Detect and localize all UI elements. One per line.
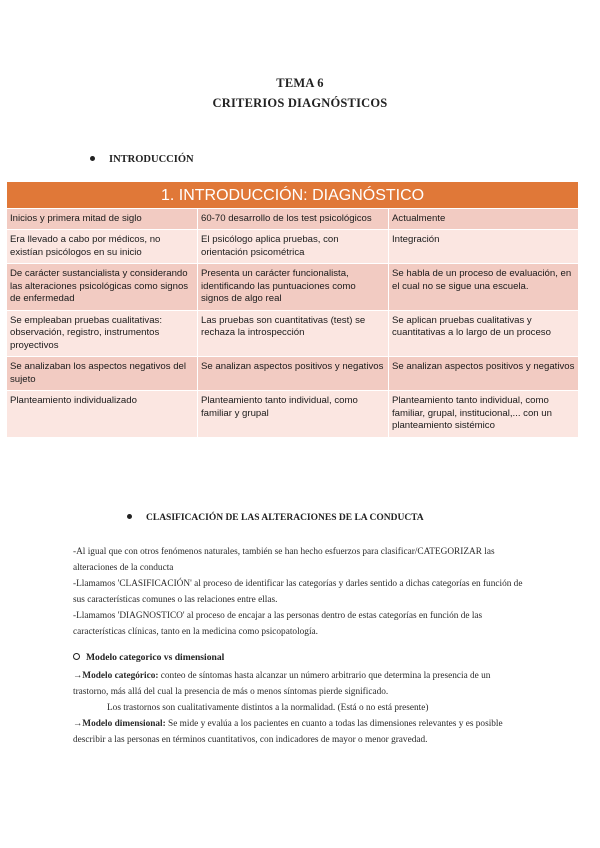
table-cell: Se aplican pruebas cualitativas y cuantitativas a lo largo de un proceso	[389, 310, 579, 356]
dimensional-model-label: →Modelo dimensional:	[73, 719, 166, 729]
bullet-introduccion-label: INTRODUCCIÓN	[109, 154, 194, 165]
models-paragraphs	[73, 668, 523, 748]
subheading-models-label: Modelo categorico vs dimensional	[86, 652, 225, 663]
table-cell: Planteamiento tanto individual, como familiar y grupal	[198, 391, 389, 437]
bullet-dot-icon	[127, 514, 132, 519]
table-cell: Se habla de un proceso de evaluación, en el cual no se sigue una escuela.	[389, 264, 579, 310]
table-header-cell: 60-70 desarrollo de los test psicológicos	[198, 209, 389, 230]
hollow-bullet-icon	[73, 653, 80, 660]
table-cell: Se analizaban los aspectos negativos del sujeto	[7, 357, 198, 391]
table-cell: Planteamiento individualizado	[7, 391, 198, 437]
table-cell: Era llevado a cabo por médicos, no existían psicólogos en su inicio	[7, 230, 198, 264]
topic-number: TEMA 6	[276, 76, 324, 90]
bullet-dot-icon	[90, 156, 95, 161]
paragraph: -Llamamos 'DIAGNOSTICO' al proceso de encajar a las personas dentro de estas categorías en función de las características clínicas, tanto en la medicina como psicopatología.	[73, 611, 483, 637]
bullet-clasificacion-label: CLASIFICACIÓN DE LAS ALTERACIONES DE LA CONDUCTA	[146, 513, 424, 523]
table-cell: Se empleaban pruebas cualitativas: observación, registro, instrumentos proyectivos	[7, 310, 198, 356]
table-row	[7, 391, 579, 437]
table-cell: Se analizan aspectos positivos y negativos	[389, 357, 579, 391]
table-row	[7, 264, 579, 310]
categorical-model-paragraph	[73, 668, 523, 700]
subheading-models	[73, 652, 224, 663]
topic-title: CRITERIOS DIAGNÓSTICOS	[212, 96, 388, 110]
diagnosis-history-table	[6, 181, 579, 438]
table-row	[7, 357, 579, 391]
categorical-model-text: conteo de síntomas hasta alcanzar un número arbitrario que determina la presencia de un trastorno, más allá del cual la presencia de más o menos síntomas pierde significado.	[73, 671, 491, 697]
table-cell: Planteamiento tanto individual, como familiar, grupal, institucional,... con un planteamiento sistémico	[389, 391, 579, 437]
table-row	[7, 230, 579, 264]
paragraph: -Al igual que con otros fenómenos naturales, también se han hecho esfuerzos para clasificar/CATEGORIZAR las alteraciones de la conducta	[73, 547, 495, 573]
dimensional-model-paragraph	[73, 716, 523, 748]
table-header-cell: Inicios y primera mitad de siglo	[7, 209, 198, 230]
table-cell: Se analizan aspectos positivos y negativos	[198, 357, 389, 391]
table-cell: Las pruebas son cuantitativas (test) se rechaza la introspección	[198, 310, 389, 356]
table-cell: El psicólogo aplica pruebas, con orientación psicométrica	[198, 230, 389, 264]
table-cell: Integración	[389, 230, 579, 264]
table-header-cell: Actualmente	[389, 209, 579, 230]
table-header-row	[7, 209, 579, 230]
table-cell: De carácter sustancialista y considerando las alteraciones psicológicas como signos de enfermedad	[7, 264, 198, 310]
dimensional-model-text: Se mide y evalúa a los pacientes en cuanto a todas las dimensiones relevantes y es posible describir a las personas en términos cuantitativos, con indicadores de mayor o menor gravedad.	[73, 719, 503, 745]
table-row	[7, 310, 579, 356]
table-banner: 1. INTRODUCCIÓN: DIAGNÓSTICO	[7, 182, 579, 209]
categorical-model-note: Los trastornos son cualitativamente distintos a la normalidad. (Está o no está presente)	[107, 703, 429, 713]
bullet-introduccion	[90, 154, 194, 165]
categorical-model-label: →Modelo categórico:	[73, 671, 159, 681]
bullet-clasificacion	[127, 513, 424, 523]
classification-paragraphs	[73, 544, 523, 640]
table-cell: Presenta un carácter funcionalista, identificando las puntuaciones como signos de algo real	[198, 264, 389, 310]
paragraph: -Llamamos 'CLASIFICACIÓN' al proceso de identificar las categorías y darles sentido a dichas categorías en función de sus características comunes o las relaciones entre ellas.	[73, 579, 523, 605]
